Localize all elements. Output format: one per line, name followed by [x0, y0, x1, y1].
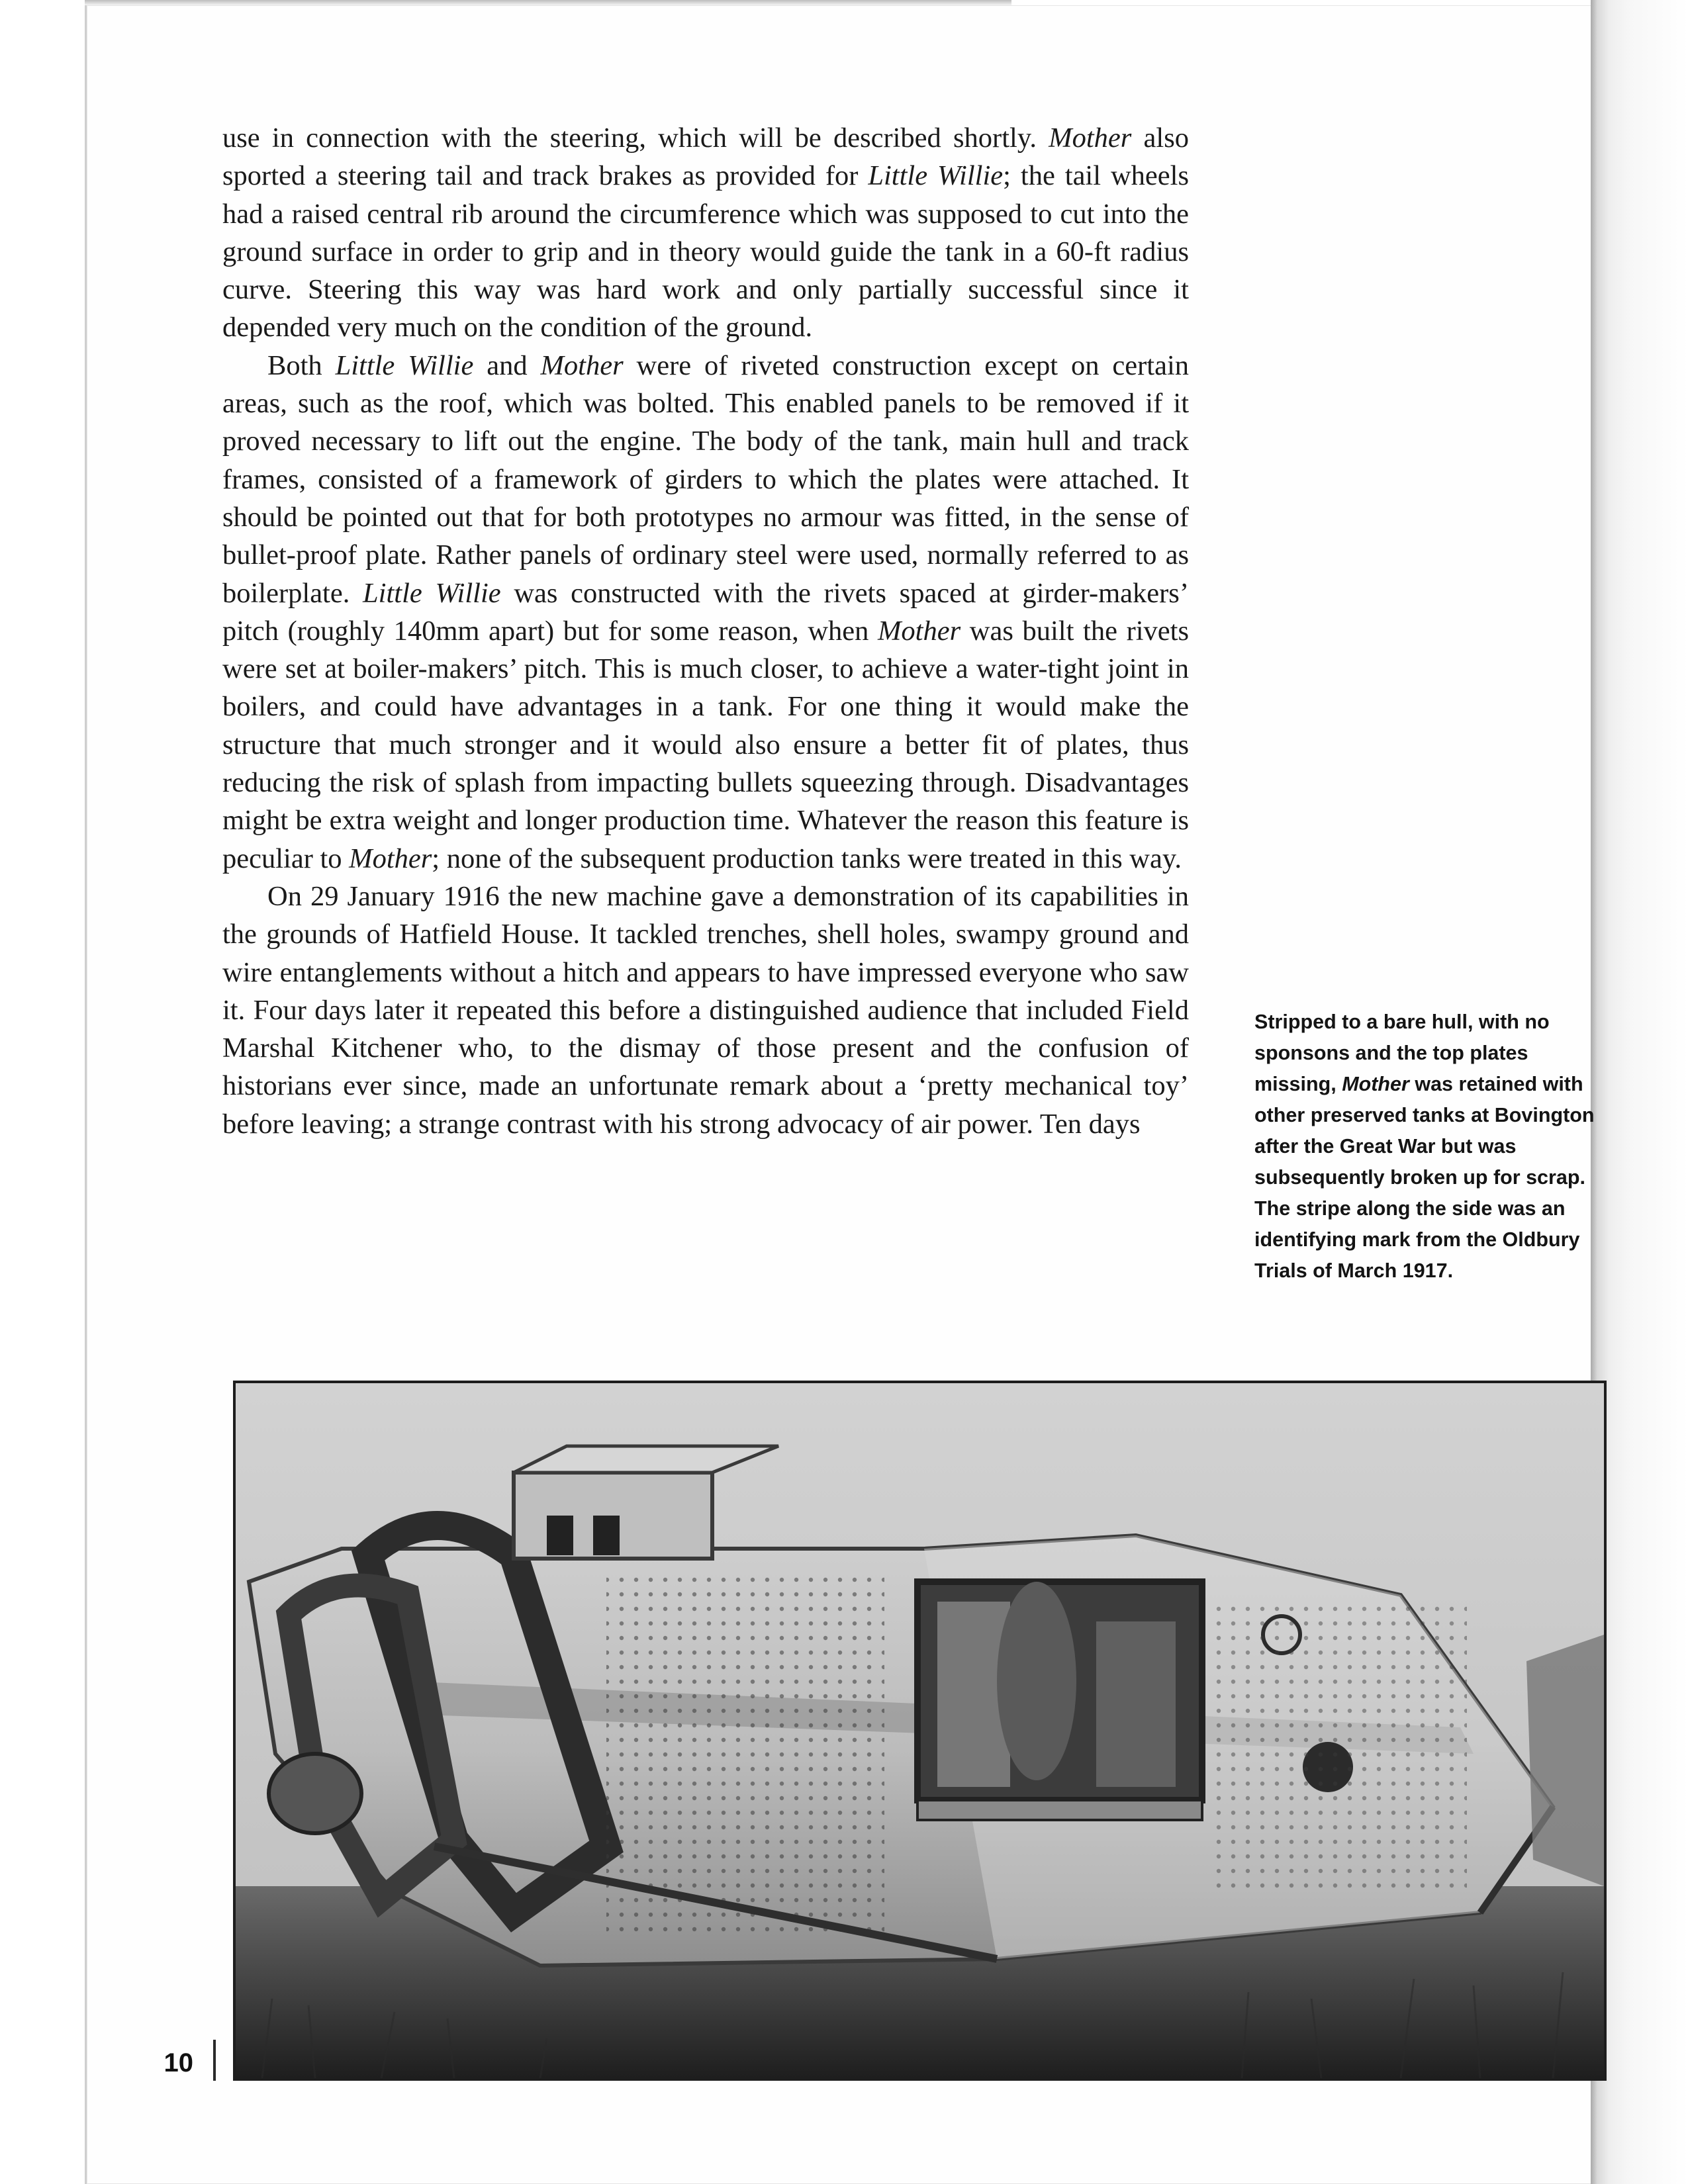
text-run: were of riveted construction except on certain areas, such as the roof, which was bolted. This enabled panels to be removed if it proved necessary to lift out the engine. The body of the tank, main hull and track frames, consisted of a framework of girders to which the plates were attached. It should be pointed out that for both prototypes no armour was fitted, in the sense of bullet-proof plate. Rather panels of ordinary steel were used, normally referred to as boilerplate.	[222, 349, 1190, 609]
text-run: Both	[267, 349, 336, 381]
tank-photo-illustration	[236, 1383, 1604, 2078]
italic-run: Little Willie	[363, 577, 501, 609]
caption-text-2: was retained with other preserved tanks at Bovington after the Great War but was subsequently broken up for scrap. The stripe along the side was an identifying mark from the Oldbury Trials of March 1917.	[1254, 1073, 1595, 1282]
text-run: was built the rivets were set at boiler-makers’ pitch. This is much closer, to achieve a water-tight joint in boilers, and could have advantages in a tank. For one thing it would make the structure that much stronger and it would also ensure a better fit of plates, thus reducing the risk of splash from impacting bullets squeezing through. Disadvantages might be extra weight and longer production time. Whatever the reason this feature is peculiar to	[222, 615, 1189, 874]
italic-run: Little Willie	[335, 349, 474, 381]
caption-italic-text: Mother	[1342, 1073, 1409, 1095]
text-run: also sported a steering tail and track brakes as provided for	[222, 122, 1189, 192]
tank-photo	[233, 1381, 1607, 2081]
text-run: was constructed with the rivets spaced at girder-makers’ pitch (roughly 140mm apart) but for some reason, when	[222, 577, 1189, 647]
italic-run: Mother	[1049, 122, 1132, 154]
italic-run: Little Willie	[868, 160, 1004, 192]
article-paragraph-1	[222, 119, 1189, 347]
italic-run: Mother	[540, 349, 624, 381]
text-run: ; none of the subsequent production tanks were treated in this way.	[432, 842, 1182, 874]
folio-rule	[213, 2040, 216, 2081]
caption-text-1: Stripped to a bare hull, with no sponsons and the top plates missing,	[1254, 1011, 1550, 1095]
text-run: ; the tail wheels had a raised central rib around the circumference which was supposed to cut into the ground surface in order to grip and in theory would guide the tank in a 60-ft radius curve. Steering this way was hard work and only partially successful since it depended very much on the condition of the ground.	[222, 160, 1189, 343]
article-paragraph-2	[222, 347, 1189, 878]
top-edge-shadow	[85, 0, 1011, 5]
page-number: 10	[164, 2048, 193, 2077]
article-paragraph-3	[222, 878, 1189, 1143]
italic-run: Mother	[349, 842, 432, 874]
text-run: and	[473, 349, 541, 381]
text-run: On 29 January 1916 the new machine gave a demonstration of its capabilities in the grounds of Hatfield House. It tackled trenches, shell holes, swampy ground and wire entanglements without a hitch and appears to have impressed everyone who saw it. Four days later it repeated this before a distinguished audience that included Field Marshal Kitchener who, to the dismay of those present and the confusion of historians ever since, made an unfortunate remark about a ‘pretty mechanical toy’ before leaving; a strange contrast with his strong advocacy of air power. Ten days	[222, 880, 1189, 1140]
adjacent-tank	[1526, 1635, 1604, 1886]
article-body	[222, 119, 1189, 1143]
text-run: use in connection with the steering, which will be described shortly.	[222, 122, 1049, 154]
italic-run: Mother	[878, 615, 961, 647]
photo-caption	[1254, 1007, 1599, 1287]
